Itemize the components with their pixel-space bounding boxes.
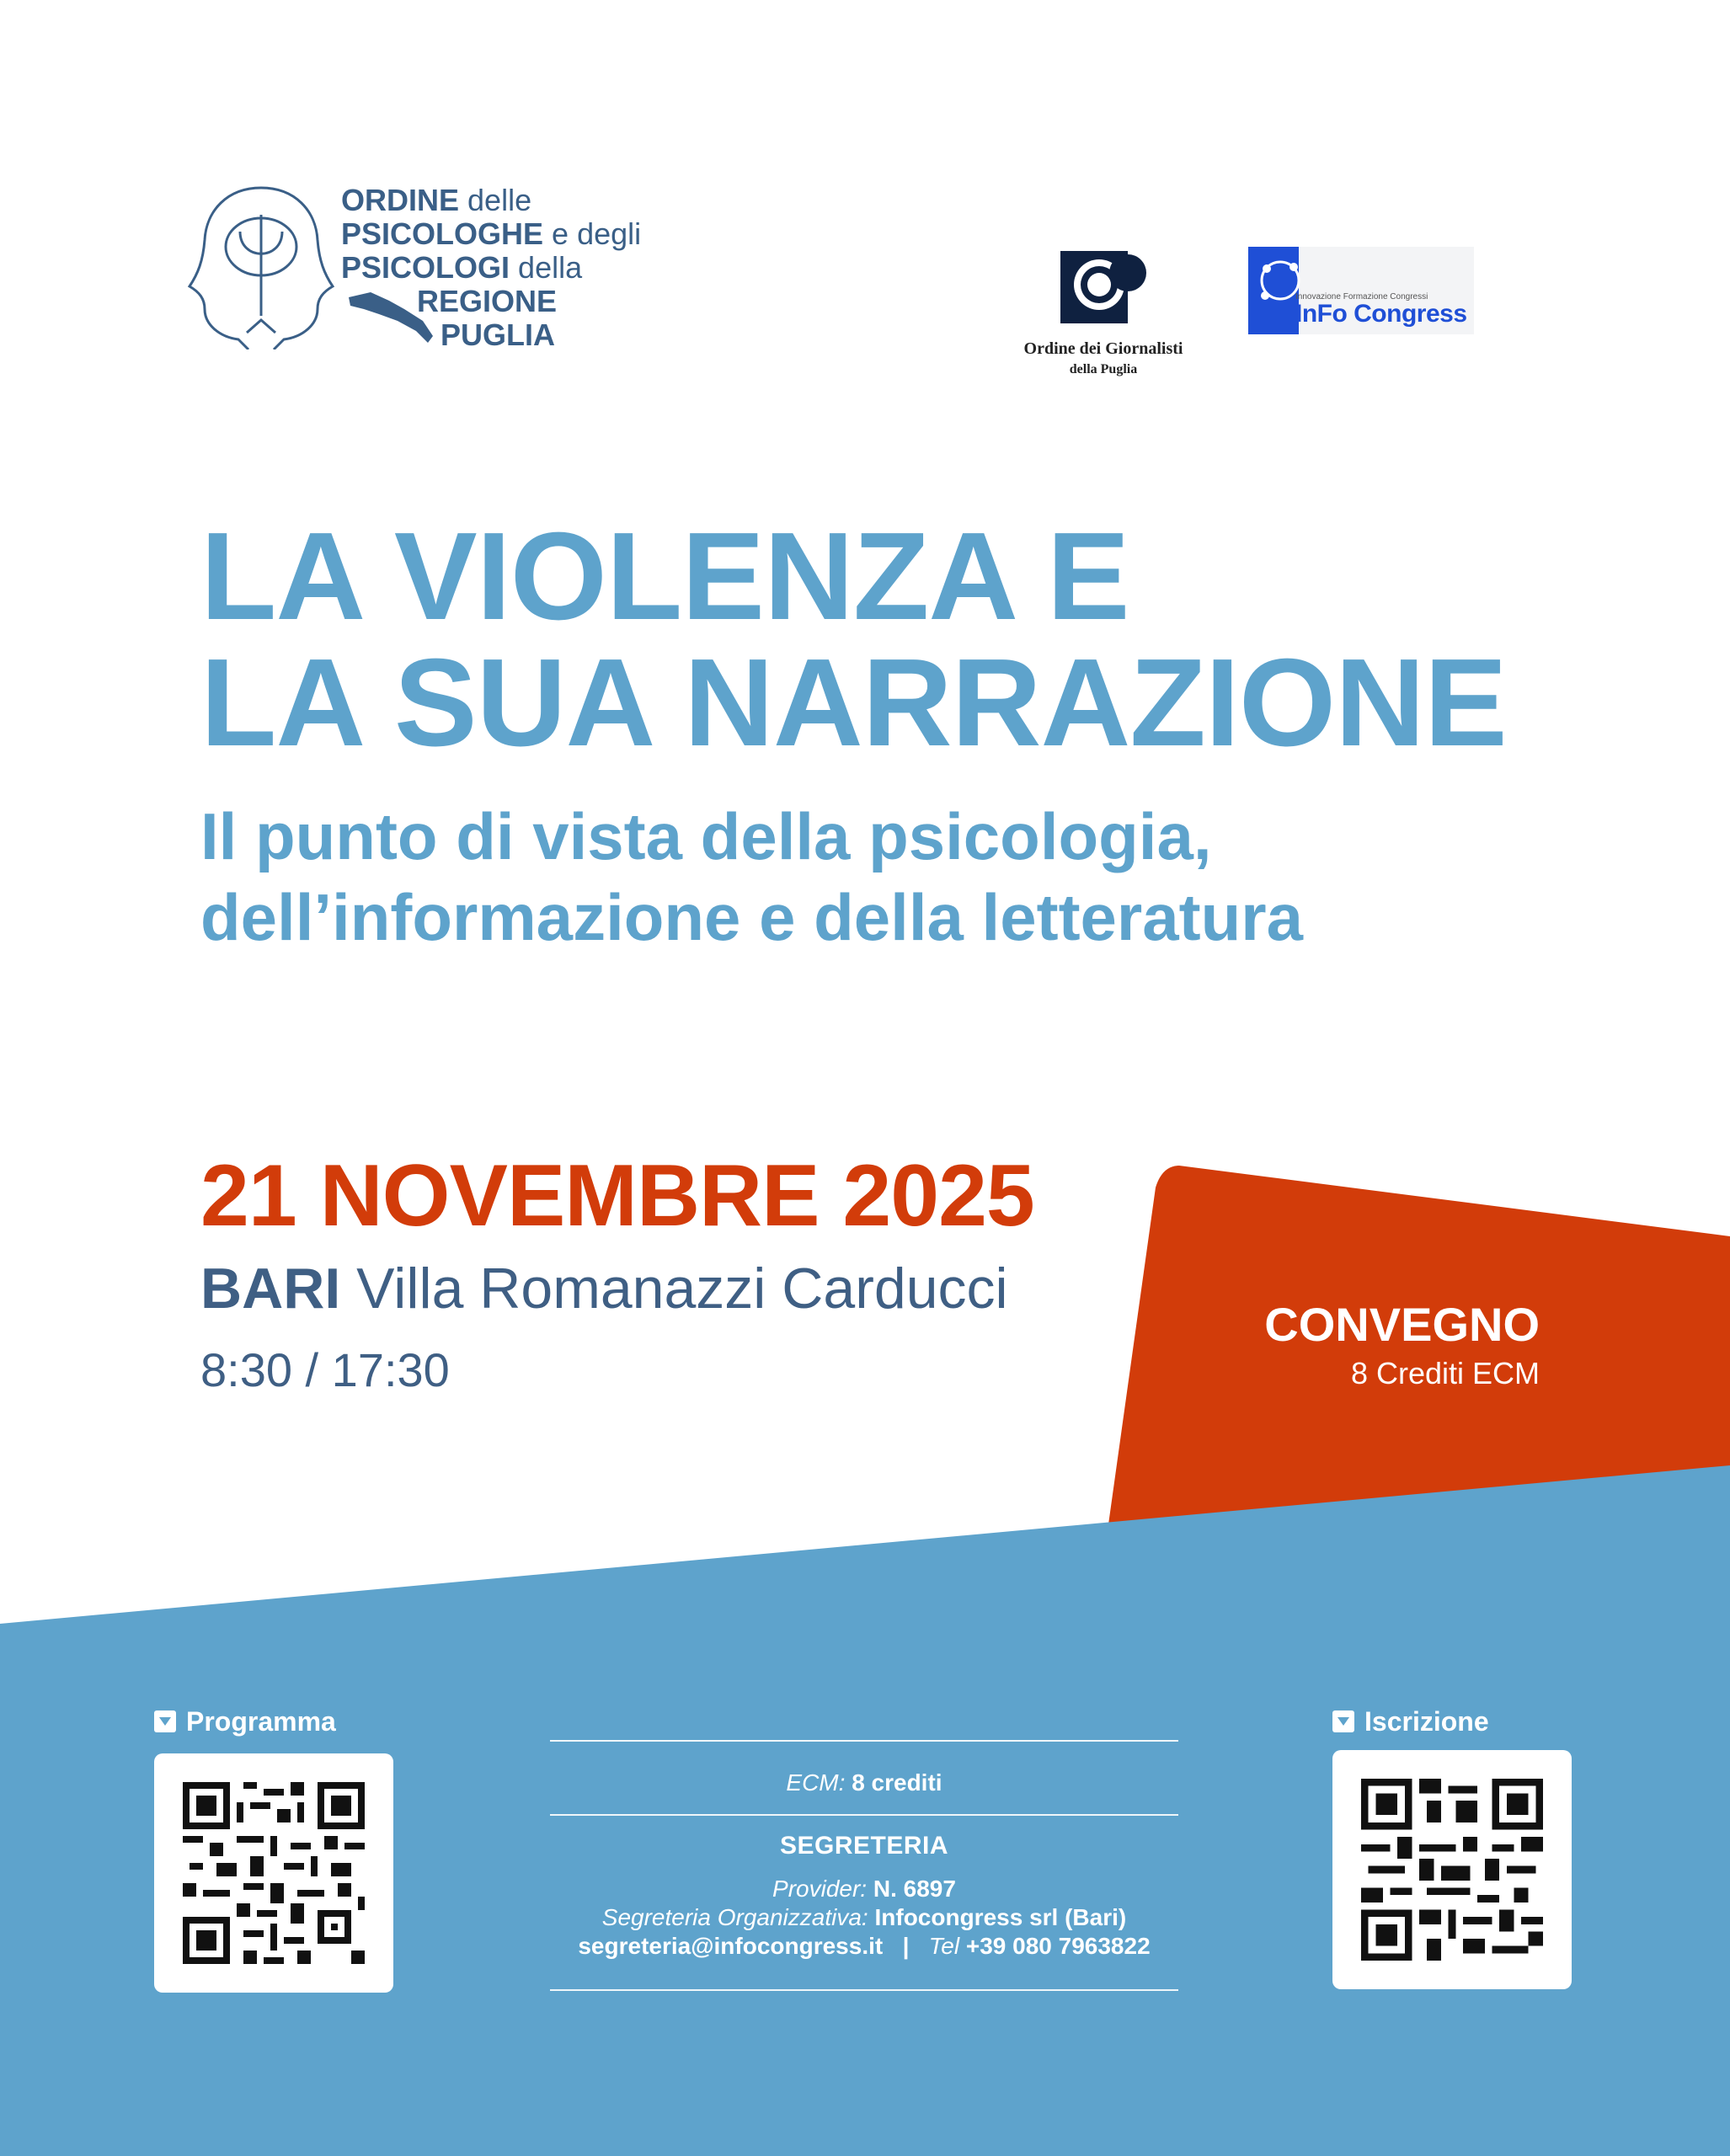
iscrizione-qr[interactable] [1332, 1750, 1572, 1989]
qr-code-icon [183, 1782, 365, 1964]
phone-link[interactable]: +39 080 7963822 [965, 1933, 1151, 1959]
event-place [200, 1255, 1008, 1322]
event-time: 8:30 / 17:30 [200, 1343, 450, 1396]
subtitle [200, 796, 1303, 958]
event-date: 21 NOVEMBRE 2025 [200, 1147, 1034, 1245]
infocongress-tagline: Innovazione Formazione Congressi [1295, 292, 1428, 302]
ordine-psicologi-wordmark: ORDINE delle PSICOLOGHE e degli PSICOLOGI della REGIONE PUGLIA [341, 183, 642, 352]
psyche-logo-icon [181, 181, 341, 350]
programma-qr[interactable] [154, 1753, 393, 1993]
giornalisti-sub: della Puglia [1069, 362, 1138, 376]
subtitle-line-1: Il punto di vista della psicologia, [200, 799, 1212, 873]
segreteria-title: SEGRETERIA [779, 1832, 949, 1860]
triangle-down-icon [1332, 1710, 1354, 1732]
divider-middle [550, 1814, 1178, 1816]
divider-bottom [550, 1989, 1178, 1991]
giornalisti-logo-icon [1057, 246, 1150, 330]
divider-top [550, 1740, 1178, 1742]
qr-code-icon [1361, 1779, 1543, 1961]
ordine-giornalisti-logo [998, 246, 1209, 381]
email-link[interactable]: segreteria@infocongress.it [578, 1933, 884, 1959]
badge-title: CONVEGNO [1264, 1298, 1540, 1351]
event-venue: Villa Romanazzi Carducci [356, 1257, 1008, 1321]
contact-line: segreteria@infocongress.it | Tel +39 080 7963822 [578, 1933, 1151, 1959]
convegno-badge [1203, 1297, 1540, 1395]
provider-line: Provider: N. 6897 [772, 1876, 956, 1902]
main-title-line-2: LA SUA NARRAZIONE [200, 633, 1507, 772]
main-title-line-1: LA VIOLENZA E [200, 507, 1129, 646]
main-title [200, 507, 1507, 772]
event-city: BARI [200, 1257, 341, 1321]
giornalisti-name: Ordine dei Giornalisti [1023, 339, 1183, 358]
segreteria-block [550, 1829, 1178, 1961]
org-line: Segreteria Organizzativa: Infocongress srl (Bari) [601, 1904, 1127, 1930]
iscrizione-label: Iscrizione [1332, 1705, 1489, 1738]
triangle-down-icon [154, 1710, 176, 1732]
badge-subtitle: 8 Crediti ECM [1350, 1356, 1540, 1390]
infocongress-name: InFo Congress [1295, 300, 1467, 328]
subtitle-line-2: dell’informazione e della letteratura [200, 880, 1304, 954]
programma-label: Programma [154, 1705, 336, 1738]
ecm-info: ECM: 8 crediti [786, 1769, 942, 1796]
